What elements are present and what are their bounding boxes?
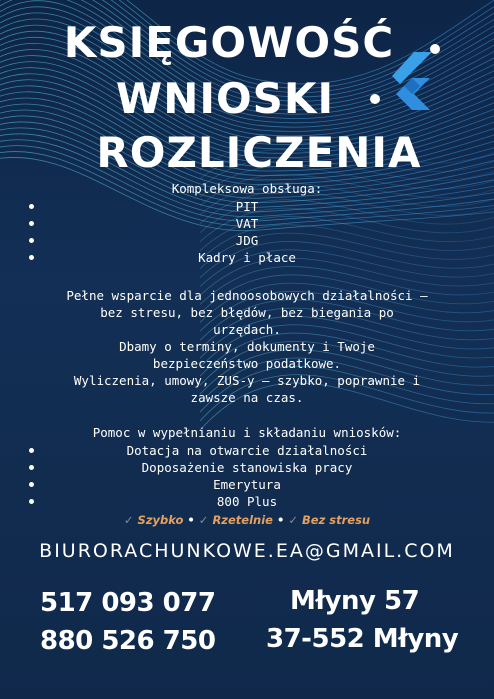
services-heading: Kompleksowa obsługa: [171, 181, 323, 196]
address-city: 37-552 Młyny [266, 624, 459, 654]
phone-number-2[interactable]: 880 526 750 [40, 626, 216, 656]
tagline-item-stress-free: Bez stresu [302, 513, 371, 527]
support-line: urzędach. [213, 322, 281, 337]
applications-list [0, 442, 494, 510]
list-item: Doposażenie stanowiska pracy [0, 459, 494, 476]
bullet-icon [29, 482, 34, 487]
phone-number-1[interactable]: 517 093 077 [40, 588, 216, 618]
logo-icon [392, 52, 442, 112]
support-line: Dbamy o terminy, dokumenty i Twoje [119, 339, 375, 354]
bullet-icon [29, 465, 34, 470]
headline-line-2: WNIOSKI [115, 74, 335, 123]
support-line: bez stresu, bez błędów, bez biegania po [100, 305, 394, 320]
applications-heading: Pomoc w wypełnianiu i składaniu wniosków: [92, 425, 402, 440]
list-item: Dotacja na otwarcie działalności [0, 442, 494, 459]
tagline-separator: • [276, 513, 285, 527]
bullet-icon [29, 255, 34, 260]
tagline-item-fast: Szybko [137, 513, 184, 527]
list-item: Kadry i płace [0, 249, 494, 266]
list-item: VAT [0, 215, 494, 232]
headline-line-3: ROZLICZENIA [96, 128, 422, 177]
check-icon: ✓ [123, 513, 134, 527]
headline-line-1: KSIĘGOWOŚĆ [63, 18, 395, 67]
bullet-icon [29, 221, 34, 226]
support-line: bezpieczeństwo podatkowe. [152, 356, 342, 371]
tagline [0, 513, 494, 527]
bullet-icon [29, 499, 34, 504]
tagline-item-reliable: Rzetelnie [212, 513, 273, 527]
bullet-icon [29, 204, 34, 209]
headline-dot-2 [370, 94, 380, 104]
list-item: JDG [0, 232, 494, 249]
check-icon: ✓ [198, 513, 209, 527]
list-item: 800 Plus [0, 493, 494, 510]
support-line: zawsze na czas. [190, 390, 304, 405]
bullet-icon [29, 448, 34, 453]
tagline-separator: • [187, 513, 195, 527]
support-line: Wyliczenia, umowy, ZUS-y – szybko, poprawnie i [73, 373, 421, 388]
check-icon: ✓ [288, 513, 298, 527]
services-list [0, 198, 494, 266]
address-street: Młyny 57 [290, 586, 420, 616]
bullet-icon [29, 238, 34, 243]
email-address[interactable]: BIURORACHUNKOWE.EA@GMAIL.COM [39, 540, 455, 562]
list-item: Emerytura [0, 476, 494, 493]
support-line: Pełne wsparcie dla jednoosobowych działalności – [66, 288, 428, 303]
list-item: PIT [0, 198, 494, 215]
